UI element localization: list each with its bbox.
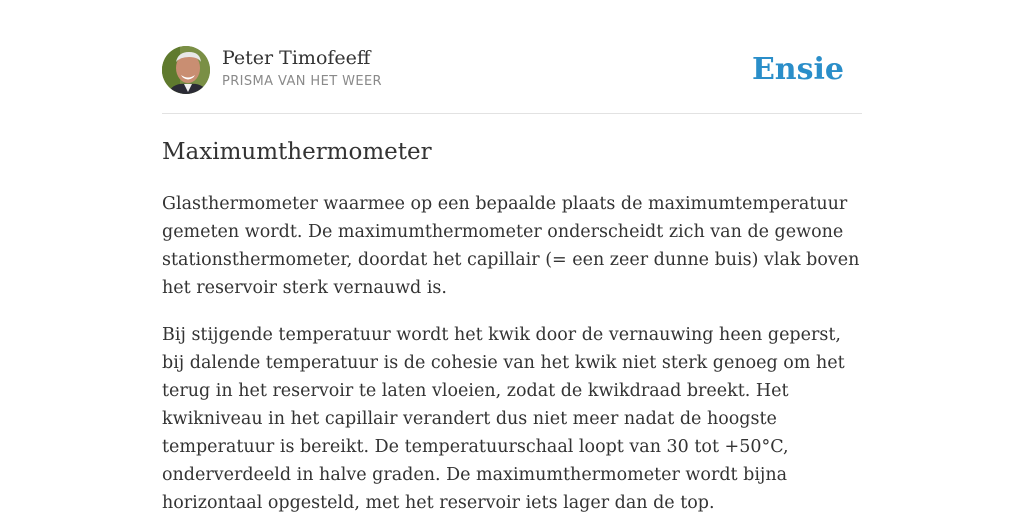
- author-source[interactable]: PRISMA VAN HET WEER: [222, 74, 382, 89]
- article-title: Maximumthermometer: [162, 139, 432, 165]
- avatar[interactable]: [162, 46, 210, 94]
- brand-logo[interactable]: Ensie: [751, 52, 844, 87]
- paragraph: Glasthermometer waarmee op een bepaalde plaats de maximumtemperatuur gemeten wordt. De maximumthermometer onderscheidt zich van de gewone stationsthermometer, doordat het capillair (= een zeer dunne buis) vlak boven het reservoir sterk vernauwd is.: [162, 194, 860, 298]
- author-name[interactable]: Peter Timofeeff: [222, 47, 371, 69]
- paragraph: Bij stijgende temperatuur wordt het kwik door de vernauwing heen geperst, bij dalende temperatuur is de cohesie van het kwik niet sterk genoeg om het terug in het reservoir te laten vloeien, zodat de kwikdraad breekt. Het kwikniveau in het capillair verandert dus niet meer nadat de hoogste temperatuur is bereikt. De temperatuurschaal loopt van 30 tot +50°C, onderverdeeld in halve graden. De maximumthermometer wordt bijna horizontaal opgesteld, met het reservoir iets lager dan de top.: [162, 325, 845, 512]
- header-divider: [162, 113, 862, 114]
- avatar-portrait-icon: [162, 46, 210, 94]
- article-body: [162, 190, 867, 512]
- author-header: [162, 46, 862, 96]
